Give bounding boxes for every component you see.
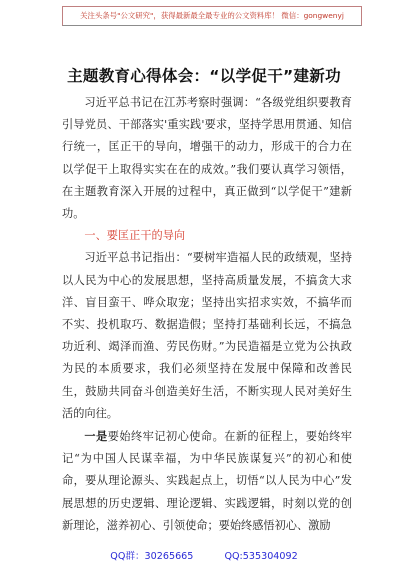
section-heading: 一、要匡正干的导向 xyxy=(84,229,186,243)
point-paragraph xyxy=(62,425,352,537)
point-text: 要始终牢记初心使命。在新的征程上，要始终牢记“为中国人民谋幸福，为中华民族谋复兴”的初心和使命，要从理论源头、实践起点上，切悟“以人民为中心”发展思想的历史逻辑、理论逻辑、实践逻辑，时刻以党的创新理论，滋养初心、引领使命；要始终感悟初心、激励 xyxy=(62,430,352,532)
section-paragraph: 习近平总书记指出：“要树牢造福人民的政绩观，坚持以人民为中心的发展思想，坚持高质量发展，不搞贪大求洋、盲目蛮干、哗众取宠；坚持出实招求实效，不搞华而不实、投机取巧、数据造假；坚持打基础利长远，不搞急功近利、竭泽而渔、劳民伤财。”为民造福是立党为公执政为民的本质要求，我们必须坚持在发展中保障和改善民生，鼓励共同奋斗创造美好生活，不断实现人民对美好生活的向往。 xyxy=(62,251,352,420)
article-body xyxy=(62,92,352,537)
intro-paragraph: 习近平总书记在江苏考察时强调：“各级党组织要教育引导党员、干部落实'重实践'要求，坚持学思用贯通、知信行统一，匡正干的导向，增强干的动力，形成干的合力在以学促干上取得实实在在的成效。”我们要认真学习领悟，在主题教育深入开展的过程中，真正做到“以学促干”建新功。 xyxy=(62,96,352,221)
qq-number: QQ:535304092 xyxy=(224,551,298,562)
point-lead: 一是 xyxy=(84,429,108,444)
page-title: 主题教育心得体会：“以学促干”建新功 xyxy=(67,67,341,85)
contact-footer xyxy=(0,548,408,562)
promo-banner: 关注头条号"公文研究"，获得最新最全最专业的公文资料库！ 微信：gongwenyj xyxy=(62,6,362,26)
qq-group: QQ群：30265665 xyxy=(110,551,194,562)
